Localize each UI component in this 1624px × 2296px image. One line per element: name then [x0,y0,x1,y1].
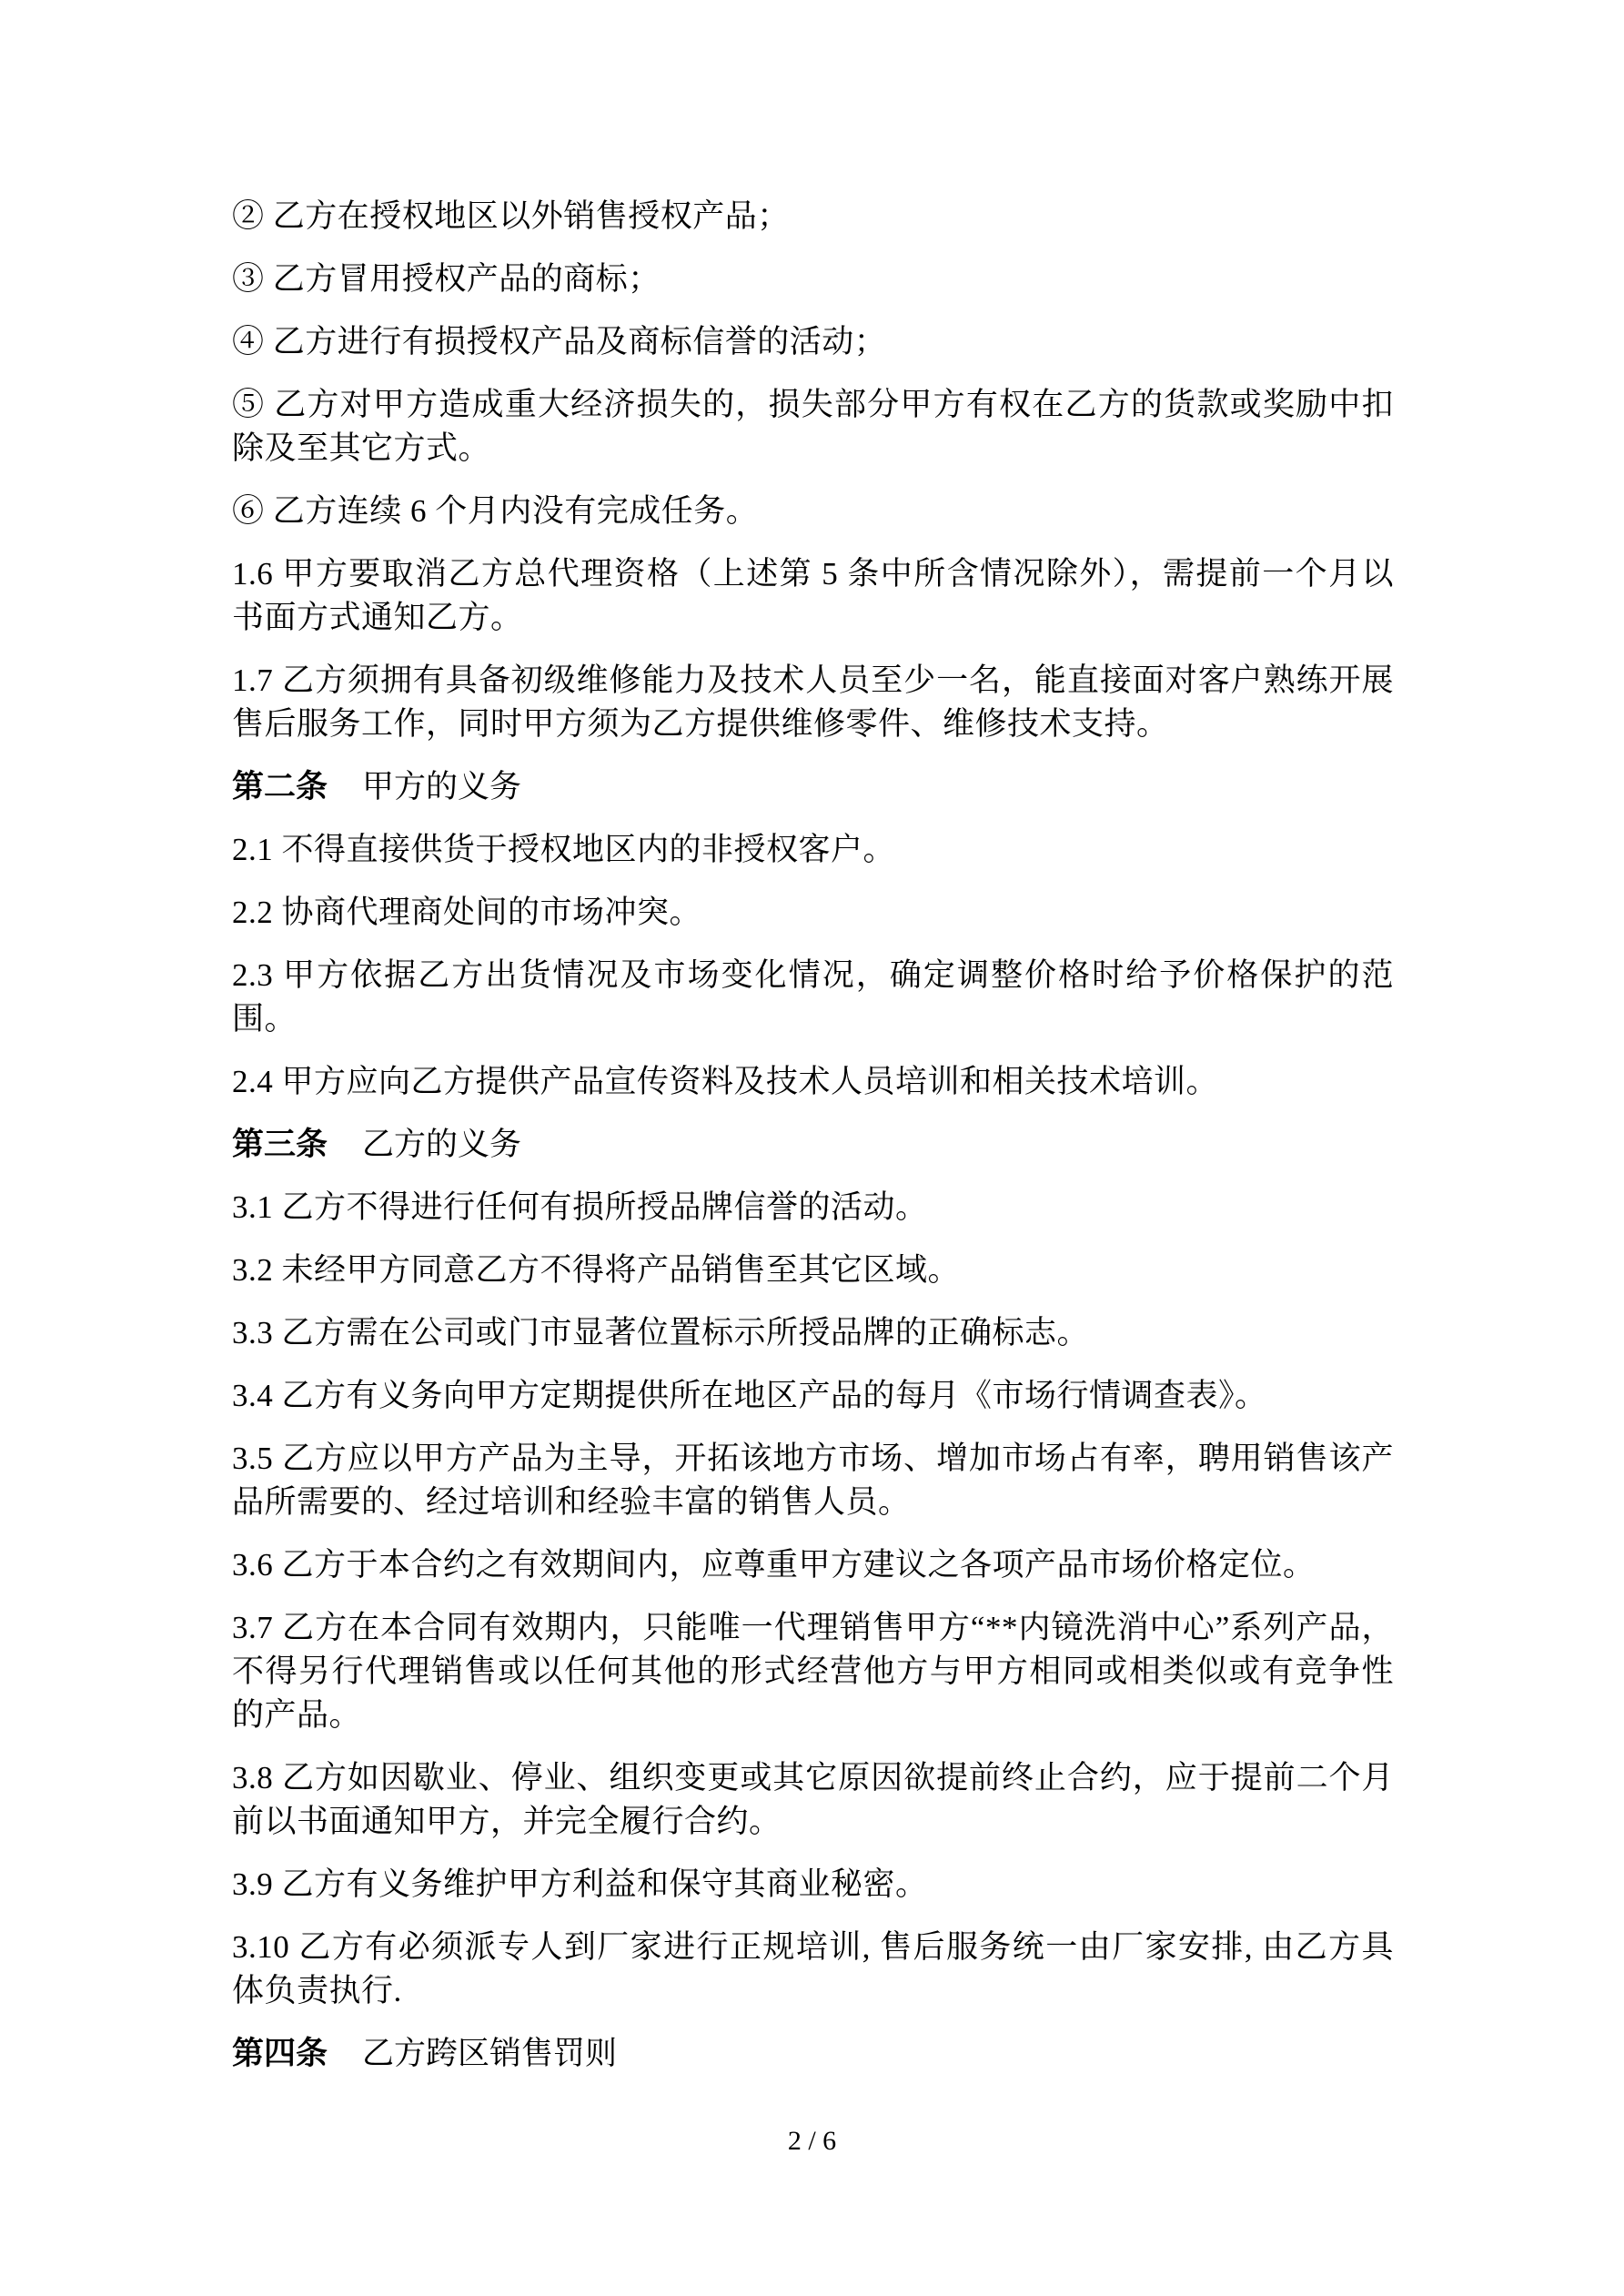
section-heading-title: 甲方的义务 [362,769,522,804]
page-footer [0,2124,1624,2159]
contract-clause: 2.3 甲方依据乙方出货情况及市场变化情况，确定调整价格时给予价格保护的范围。 [232,957,1394,1037]
contract-clause: ⑤ 乙方对甲方造成重大经济损失的，损失部分甲方有权在乙方的货款或奖励中扣除及至其它方式。 [232,387,1394,466]
section-heading [232,2032,1394,2076]
section-heading-label: 第三条 [232,1127,328,1162]
page-number: 2 / 6 [787,2126,837,2156]
contract-clause: 3.5 乙方应以甲方产品为主导，开拓该地方市场、增加市场占有率，聘用销售该产品所需要的、经过培训和经验丰富的销售人员。 [232,1441,1394,1520]
contract-clause: 1.6 甲方要取消乙方总代理资格（上述第 5 条中所含情况除外），需提前一个月以书面方式通知乙方。 [232,556,1394,635]
section-heading-title: 乙方跨区销售罚则 [362,2036,618,2071]
section-heading-label: 第四条 [232,2036,328,2071]
contract-clause: ③ 乙方冒用授权产品的商标； [232,261,661,297]
contract-clause: 3.7 乙方在本合同有效期内，只能唯一代理销售甲方“**内镜洗消中心”系列产品，不得另行代理销售或以任何其他的形式经营他方与甲方相同或相类似或有竞争性的产品。 [232,1610,1394,1733]
contract-clause: 3.10 乙方有必须派专人到厂家进行正规培训, 售后服务统一由厂家安排, 由乙方具体负责执行. [232,1929,1394,2008]
section-heading-title: 乙方的义务 [362,1127,522,1162]
contract-clause: 3.1 乙方不得进行任何有损所授品牌信誉的活动。 [232,1189,928,1225]
contract-clause: 3.6 乙方于本合约之有效期间内，应尊重甲方建议之各项产品市场价格定位。 [232,1547,1316,1583]
contract-clause: 2.1 不得直接供货于授权地区内的非授权客户。 [232,832,896,867]
section-heading-label: 第二条 [232,769,328,804]
contract-clause: 2.4 甲方应向乙方提供产品宣传资料及技术人员培训和相关技术培训。 [232,1064,1219,1099]
section-heading [232,765,1394,809]
contract-clause: 3.8 乙方如因歇业、停业、组织变更或其它原因欲提前终止合约，应于提前二个月前以书面通知甲方，并完全履行合约。 [232,1760,1394,1839]
contract-clause: 2.2 协商代理商处间的市场冲突。 [232,895,702,930]
contract-clause: 3.4 乙方有义务向甲方定期提供所在地区产品的每月《市场行情调查表》。 [232,1378,1267,1413]
contract-clause: 1.7 乙方须拥有具备初级维修能力及技术人员至少一名，能直接面对客户熟练开展售后服务工作，同时甲方须为乙方提供维修零件、维修技术支持。 [232,663,1394,742]
contract-clause: 3.3 乙方需在公司或门市显著位置标示所授品牌的正确标志。 [232,1315,1090,1350]
contract-body [232,195,1394,2095]
contract-clause: ④ 乙方进行有损授权产品及商标信誉的活动； [232,324,887,359]
contract-clause: 3.2 未经甲方同意乙方不得将产品销售至其它区域。 [232,1252,961,1288]
contract-clause: 3.9 乙方有义务维护甲方利益和保守其商业秘密。 [232,1866,928,1902]
contract-clause: ② 乙方在授权地区以外销售授权产品； [232,198,790,234]
section-heading [232,1123,1394,1167]
contract-clause: ⑥ 乙方连续 6 个月内没有完成任务。 [232,493,759,529]
